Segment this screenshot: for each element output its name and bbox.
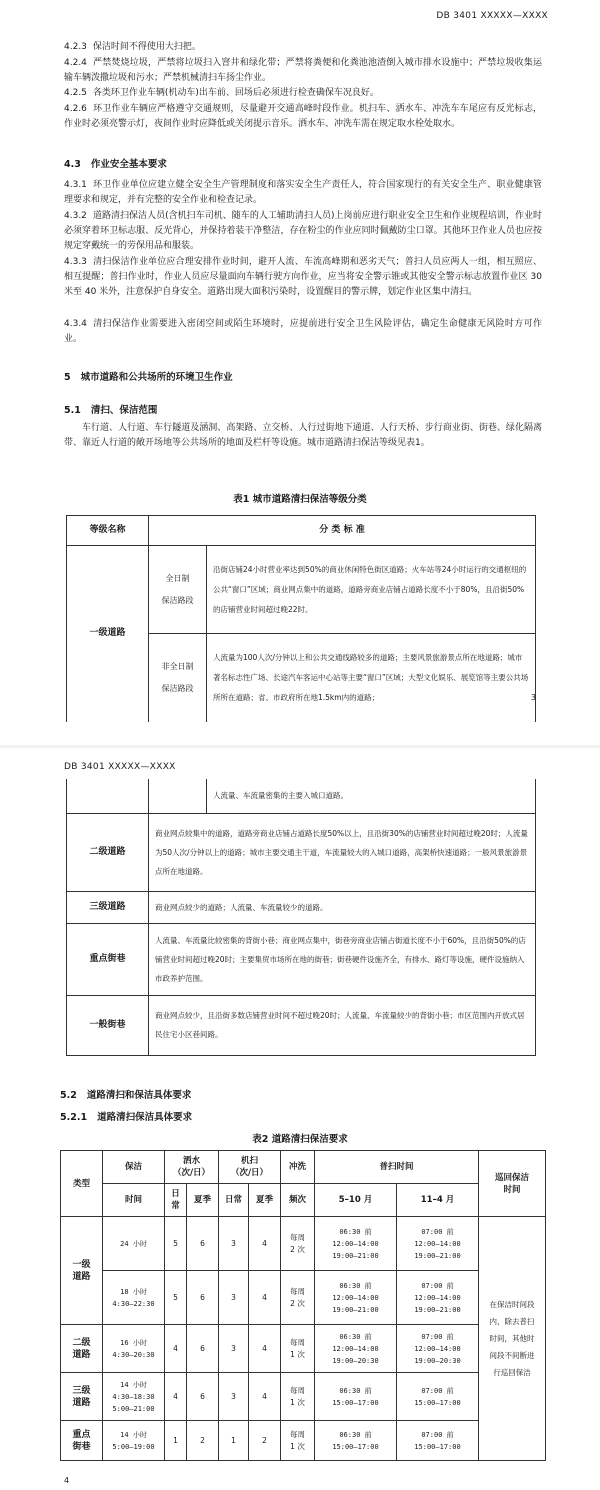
section-4-3-heading: 4.3 作业安全基本要求 <box>64 159 167 170</box>
table2-wash-freq: 每周 1 次 <box>281 1421 315 1461</box>
table2-nov-apr: 07:00 前 12:00–14:00 19:00–21:00 <box>397 1271 479 1325</box>
table2-row <box>61 1421 546 1461</box>
clause-4-2-6: 4.2.6 环卫作业车辆应严格遵守交通规则，尽量避开交通高峰时段作业。机扫车、洒水车、冲洗车车尾应有反光标志，作业时必须亮警示灯，夜间作业时应降低或关闭提示音乐。洒水车、冲洗车需在规定取水栓处取水。 <box>64 104 542 129</box>
table2-may-oct: 06:30 前 15:00–17:00 <box>315 1373 397 1421</box>
clause-4-2-5: 4.2.5 各类环卫作业车辆(机动车)出车前、回场后必须进行检查确保车况良好。 <box>64 88 379 98</box>
table1-head-level: 等级名称 <box>67 516 149 546</box>
page-number: 3 <box>530 693 536 702</box>
table2-wash-freq: 每周 1 次 <box>281 1325 315 1373</box>
t2-head-type: 类型 <box>61 1151 103 1217</box>
table2-sprinkle-summer: 6 <box>187 1325 219 1373</box>
table2-row <box>61 1271 546 1325</box>
clause-4-3-4: 4.3.4 清扫保洁作业需要进入密闭空间或陌生环境时，应提前进行安全卫生风险评估，确定生命健康无风险时方可作业。 <box>64 319 542 344</box>
table2-type: 三级 道路 <box>61 1373 103 1421</box>
clause-4-3-3: 4.3.3 清扫保洁作业单位应合理安排作业时间，避开人流、车流高峰期和恶劣天气；普扫人员应两人一组，相互照应、相互提醒；普扫作业时，作业人员应尽量面向车辆行驶方向作业，应当将安全警示锥或其他安全警示标志放置作业区 30 米至 40 米外，注意保护自身安全。道路出现大面积污染时，设置醒目的警示牌，划定作业区集中清扫。 <box>64 257 542 297</box>
table2-nov-apr: 07:00 前 12:00–14:00 19:00–20:30 <box>397 1325 479 1373</box>
table2-nov-apr: 07:00 前 15:00–17:00 <box>397 1421 479 1461</box>
t2-head-sprinkle-summer: 夏季 <box>187 1184 219 1217</box>
table2-sprinkle-summer: 6 <box>187 1217 219 1271</box>
table1-head-criteria: 分 类 标 准 <box>149 516 536 546</box>
table1-level-text: 人流量、车流量比较密集的背街小巷；商业网点集中，街巷旁商业店铺占街道长度不小于60%，且沿街50%的店铺营业时间超过晚20时；主要集贸市场所在地的街巷；街巷硬件设施齐全，有排水、路灯等设施，硬件设施纳入市政养护范围。 <box>149 923 536 995</box>
table1-nonfull-text: 人流量为100人次/分钟以上和公共交通线路较多的道路；主要风景旅游景点所在地道路；城市著名标志性广场、长途汽车客运中心站等主要“窗口”区域；大型文化娱乐、展览馆等主要公共场所所在道路；省、市政府所在地1.5km内的道路； <box>207 634 536 722</box>
table1-cont-sub-cell <box>149 779 207 813</box>
section-5-heading: 5 城市道路和公共场所的环境卫生作业 <box>64 372 233 383</box>
table2-sprinkle-summer: 2 <box>187 1421 219 1461</box>
t2-head-sprinkle-daily: 日 常 <box>165 1184 187 1217</box>
t2-head-wash: 冲洗 <box>281 1151 315 1184</box>
table1-fullday-label: 全日制 保洁路段 <box>149 546 207 634</box>
table1-level-name: 重点街巷 <box>67 923 149 995</box>
t2-head-may-oct: 5–10 月 <box>315 1184 397 1217</box>
table1-part2 <box>66 779 536 1056</box>
page-header: DB 3401 XXXXX—XXXX <box>436 11 548 21</box>
section-5-1-heading: 5.1 清扫、保洁范围 <box>64 405 158 416</box>
table2-row <box>61 1373 546 1421</box>
table1-nonfull-label: 非全日制 保洁路段 <box>149 634 207 722</box>
table2-time: 14 小时 4:30–18:30 5:00–21:00 <box>103 1373 165 1421</box>
table2-nov-apr: 07:00 前 15:00–17:00 <box>397 1373 479 1421</box>
t2-head-sweep-summer: 夏季 <box>249 1184 281 1217</box>
table2-may-oct: 06:30 前 12:00–14:00 19:00–21:00 <box>315 1271 397 1325</box>
table1-row <box>67 995 536 1055</box>
table2-time: 16 小时 4:30–20:30 <box>103 1325 165 1373</box>
t2-head-clean: 保洁 <box>103 1151 165 1184</box>
table1-level-1: 一级道路 <box>67 546 149 722</box>
table2-time: 18 小时 4:30–22:30 <box>103 1271 165 1325</box>
table1-caption: 表1 城市道路清扫保洁等级分类 <box>233 494 367 505</box>
t2-head-general: 普扫时间 <box>315 1151 479 1184</box>
table1-level-name: 一般街巷 <box>67 995 149 1055</box>
clause-4-2-3: 4.2.3 保洁时间不得使用大扫把。 <box>64 42 201 52</box>
table2 <box>60 1150 546 1461</box>
section-5-2-1-heading: 5.2.1 道路清扫保洁具体要求 <box>60 1112 193 1123</box>
table2-sprinkle-summer: 6 <box>187 1271 219 1325</box>
table2-may-oct: 06:30 前 15:00–17:00 <box>315 1421 397 1461</box>
table1-rows <box>67 813 536 1055</box>
table1-level-text: 商业网点较少，且沿街多数店铺营业时间不超过晚20时；人流量、车流量较少的背街小巷；市区范围内开放式居民住宅小区巷间路。 <box>149 995 536 1055</box>
table2-may-oct: 06:30 前 12:00–14:00 19:00–20:30 <box>315 1325 397 1373</box>
t2-head-patrol: 巡回保洁 时间 <box>479 1151 546 1217</box>
table2-sweep-summer: 4 <box>249 1373 281 1421</box>
table2-sprinkle-daily: 4 <box>165 1373 187 1421</box>
table2-sprinkle-summer: 6 <box>187 1373 219 1421</box>
table2-wash-freq: 每周 1 次 <box>281 1373 315 1421</box>
table2-sweep-summer: 4 <box>249 1325 281 1373</box>
table2-type: 二级 道路 <box>61 1325 103 1373</box>
t2-head-sprinkle: 洒水 （次/日） <box>165 1151 219 1184</box>
table2-caption: 表2 道路清扫保洁要求 <box>252 1134 348 1145</box>
t2-head-sweep: 机扫 （次/日） <box>219 1151 281 1184</box>
table1-cont-text: 人流量、车流量密集的主要入城口道路。 <box>207 779 536 813</box>
table1-row <box>67 923 536 995</box>
table2-may-oct: 06:30 前 12:00–14:00 19:00–21:00 <box>315 1217 397 1271</box>
table2-sweep-summer: 4 <box>249 1217 281 1271</box>
page-number: 4 <box>64 1476 70 1485</box>
table2-sweep-daily: 3 <box>219 1373 249 1421</box>
table1-cont-level-cell <box>67 779 149 813</box>
table2-sweep-summer: 4 <box>249 1271 281 1325</box>
page-4 <box>0 748 600 1490</box>
table1-row <box>67 891 536 923</box>
table2-sweep-daily: 1 <box>219 1421 249 1461</box>
table2-sweep-summer: 2 <box>249 1421 281 1461</box>
table2-patrol-note: 在保洁时间段内，除去普扫时间，其他时间段不间断进行巡回保洁 <box>479 1217 546 1461</box>
table1-part1 <box>66 515 536 722</box>
table2-type: 一级 道路 <box>61 1217 103 1325</box>
table1-level-text: 商业网点较少的道路；人流量、车流量较少的道路。 <box>149 891 536 923</box>
t2-head-sweep-daily: 日常 <box>219 1184 249 1217</box>
t2-head-nov-apr: 11–4 月 <box>397 1184 479 1217</box>
table2-wash-freq: 每周 2 次 <box>281 1271 315 1325</box>
table2-sweep-daily: 3 <box>219 1217 249 1271</box>
table2-time: 14 小时 5:00–19:00 <box>103 1421 165 1461</box>
table2-time: 24 小时 <box>103 1217 165 1271</box>
t2-head-freq: 频次 <box>281 1184 315 1217</box>
clause-4-3-1: 4.3.1 环卫作业单位应建立健全安全生产管理制度和落实安全生产责任人，符合国家现行的有关安全生产、职业健康管理要求和规定，并有完整的安全作业和检查记录。 <box>64 180 542 205</box>
table2-sprinkle-daily: 5 <box>165 1217 187 1271</box>
table2-nov-apr: 07:00 前 12:00–14:00 19:00–21:00 <box>397 1217 479 1271</box>
table1-level-name: 三级道路 <box>67 891 149 923</box>
table1-level-text: 商业网点较集中的道路，道路旁商业店铺占道路长度50%以上，且沿街30%的店铺营业时间超过晚20时；人流量为50人次/分钟以上的道路；城市主要交通主干道，车流量较大的入城口道路，高架桥快速道路；一般风景旅游景点所在地道路。 <box>149 813 536 891</box>
table2-type: 重点 街巷 <box>61 1421 103 1461</box>
clause-4-2-4: 4.2.4 严禁焚烧垃圾，严禁将垃圾扫入窨井和绿化带；严禁将粪便和化粪池池渣倒入城市排水设施中；严禁垃圾收集运输车辆泼撒垃圾和污水；严禁机械清扫车扬尘作业。 <box>64 58 542 83</box>
clause-4-3-2: 4.3.2 道路清扫保洁人员(含机扫车司机、随车的人工辅助清扫人员)上岗前应进行职业安全卫生和作业规程培训，作业时必须穿着环卫标志服、反光背心，并保持着装干净整洁，存在粉尘的作业应同时佩戴防尘口罩。其他环卫作业人员也应按规定穿戴统一的劳保用品和服装。 <box>64 211 542 251</box>
table2-row <box>61 1217 546 1271</box>
t2-head-time: 时间 <box>103 1184 165 1217</box>
table1-fullday-text: 沿街店铺24小时营业率达到50%的商业休闲特色街区道路；火车站等24小时运行的交通枢纽的公共“窗口”区域；商业网点集中的道路，道路旁商业店铺占道路长度不小于80%，且沿街50%的店铺营业时间超过晚22时。 <box>207 546 536 634</box>
page-header: DB 3401 XXXXX—XXXX <box>64 762 176 772</box>
table2-row <box>61 1325 546 1373</box>
section-5-1-paragraph: 车行道、人行道、车行隧道及涵洞、高架路、立交桥、人行过街地下通道、人行天桥、步行商业街、街巷、绿化隔离带、靠近人行道的敞开场地等公共场所的地面及栏杆等设施。城市道路清扫保洁等级见表1。 <box>64 423 542 448</box>
table1-level-name: 二级道路 <box>67 813 149 891</box>
table2-sprinkle-daily: 4 <box>165 1325 187 1373</box>
table2-sprinkle-daily: 1 <box>165 1421 187 1461</box>
table1-row <box>67 813 536 891</box>
table2-rows <box>61 1217 546 1461</box>
table2-sprinkle-daily: 5 <box>165 1271 187 1325</box>
table2-sweep-daily: 3 <box>219 1271 249 1325</box>
table2-sweep-daily: 3 <box>219 1325 249 1373</box>
section-5-2-heading: 5.2 道路清扫和保洁具体要求 <box>60 1090 192 1101</box>
table2-wash-freq: 每周 2 次 <box>281 1217 315 1271</box>
